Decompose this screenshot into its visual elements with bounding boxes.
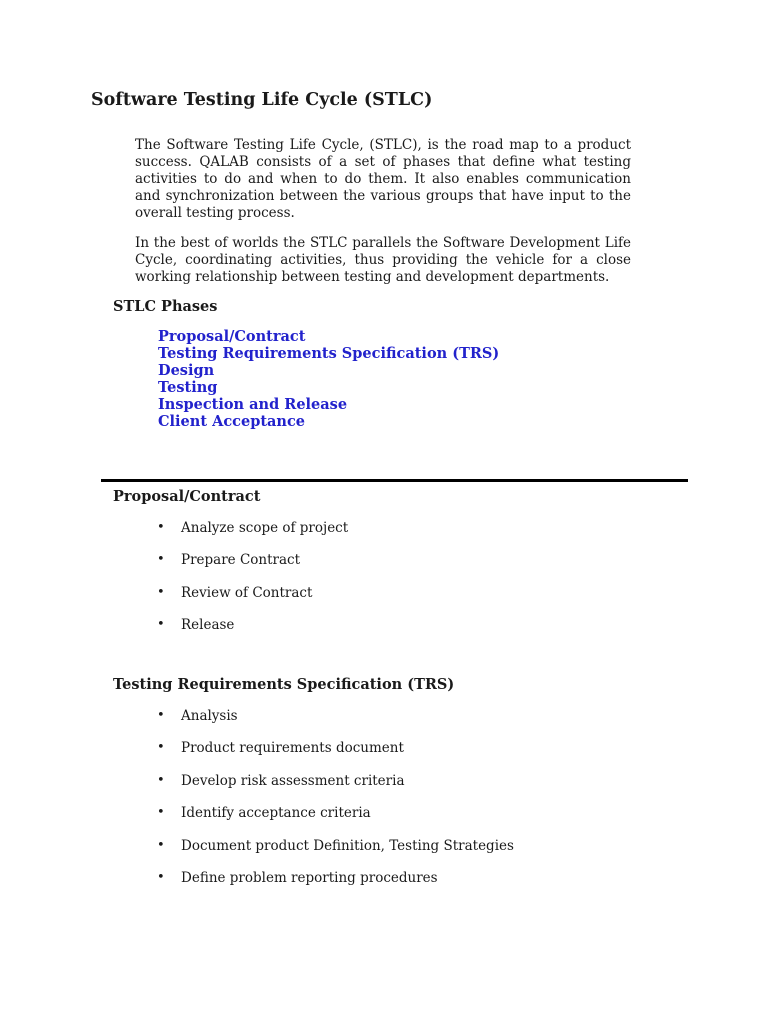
bullet-icon: • [157, 869, 165, 885]
bullet-icon: • [157, 805, 165, 821]
bullet-icon: • [157, 740, 165, 756]
bullet-icon: • [157, 772, 165, 788]
intro-paragraph: The Software Testing Life Cycle, (STLC), is the road map to a product success. QALAB consists of a set of phases that define what testing activities to do and when to do them. It also enables communication and synchronization between the various groups that have input to the overall testing process. [135, 137, 631, 221]
bullet-icon: • [157, 617, 165, 633]
bullet-icon: • [157, 552, 165, 568]
page-title: Software Testing Life Cycle (STLC) [91, 90, 433, 110]
phase-link-proposal-contract[interactable]: Proposal/Contract [158, 328, 306, 345]
horizontal-divider [101, 479, 688, 482]
bullet-icon: • [157, 584, 165, 600]
intro-paragraph: In the best of worlds the STLC parallels the Software Development Life Cycle, coordinating activities, thus providing the vehicle for a close working relationship between testing and development departments. [135, 235, 631, 285]
phase-link-trs[interactable]: Testing Requirements Specification (TRS) [158, 345, 500, 362]
phase-link-inspection-release[interactable]: Inspection and Release [158, 396, 348, 413]
bullet-icon: • [157, 708, 165, 723]
phase-link-design[interactable]: Design [158, 362, 215, 379]
trs-heading: Testing Requirements Specification (TRS) [113, 676, 455, 693]
phase-links-list [158, 328, 499, 430]
phase-link-testing[interactable]: Testing [158, 379, 218, 396]
bullet-icon: • [157, 520, 165, 535]
phase-link-client-acceptance[interactable]: Client Acceptance [158, 413, 306, 430]
bullet-icon: • [157, 837, 165, 853]
stlc-phases-heading: STLC Phases [113, 298, 218, 315]
proposal-contract-heading: Proposal/Contract [113, 488, 261, 505]
